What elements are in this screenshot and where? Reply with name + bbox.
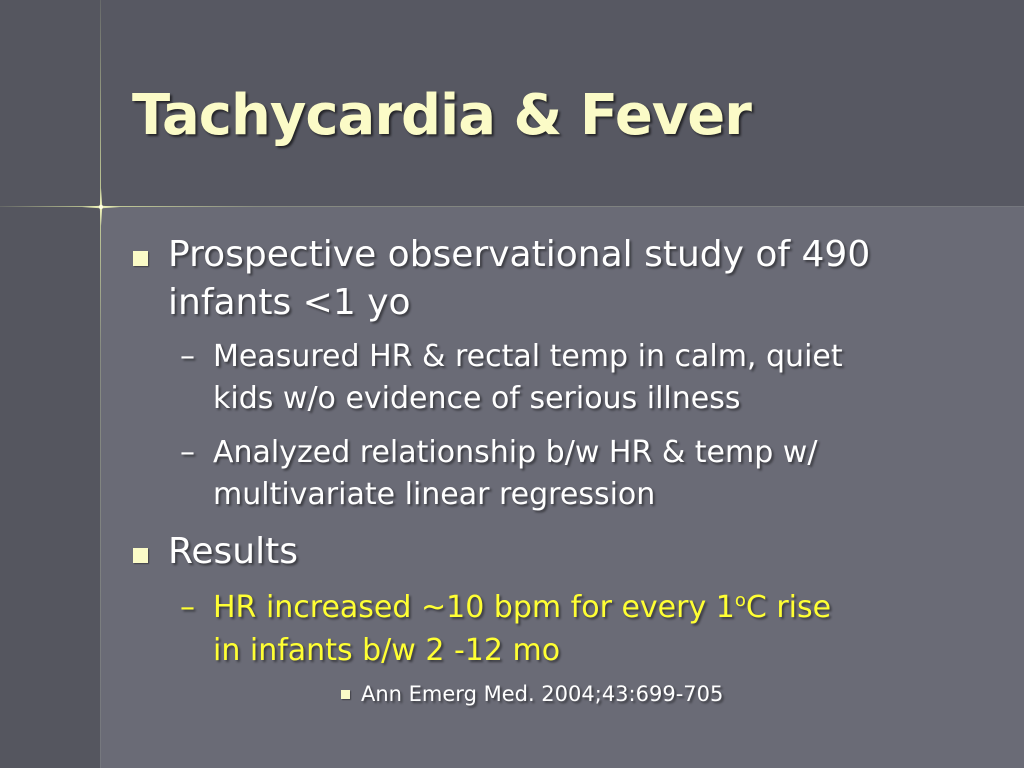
highlight-text-line: in infants b/w 2 -12 mo [213,633,561,668]
square-bullet-icon [341,690,350,699]
dash-bullet-icon: – [180,435,195,470]
bullet-text-line: infants <1 yo [168,282,411,323]
bullet-text-line: Results [168,531,298,572]
slide-title: Tachycardia & Fever [132,83,751,148]
square-bullet-icon [133,548,148,563]
degree-superscript: o [734,590,746,611]
citation-text: Ann Emerg Med. 2004;43:699-705 [361,682,724,706]
sub-bullet-text-line: Measured HR & rectal temp in calm, quiet [213,339,843,374]
sub-bullet-text-line: Analyzed relationship b/w HR & temp w/ [213,435,818,470]
highlight-text-line [213,588,831,628]
square-bullet-icon [133,251,148,266]
bullet-text-line: Prospective observational study of 490 [168,234,871,275]
dash-bullet-icon: – [180,590,195,625]
highlight-text-part: HR increased ~10 bpm for every 1 [213,590,735,625]
highlight-text-part: C rise [745,590,832,625]
sub-bullet-text-line: multivariate linear regression [213,477,656,512]
dash-bullet-icon: – [180,339,195,374]
sub-bullet-text-line: kids w/o evidence of serious illness [213,381,741,416]
